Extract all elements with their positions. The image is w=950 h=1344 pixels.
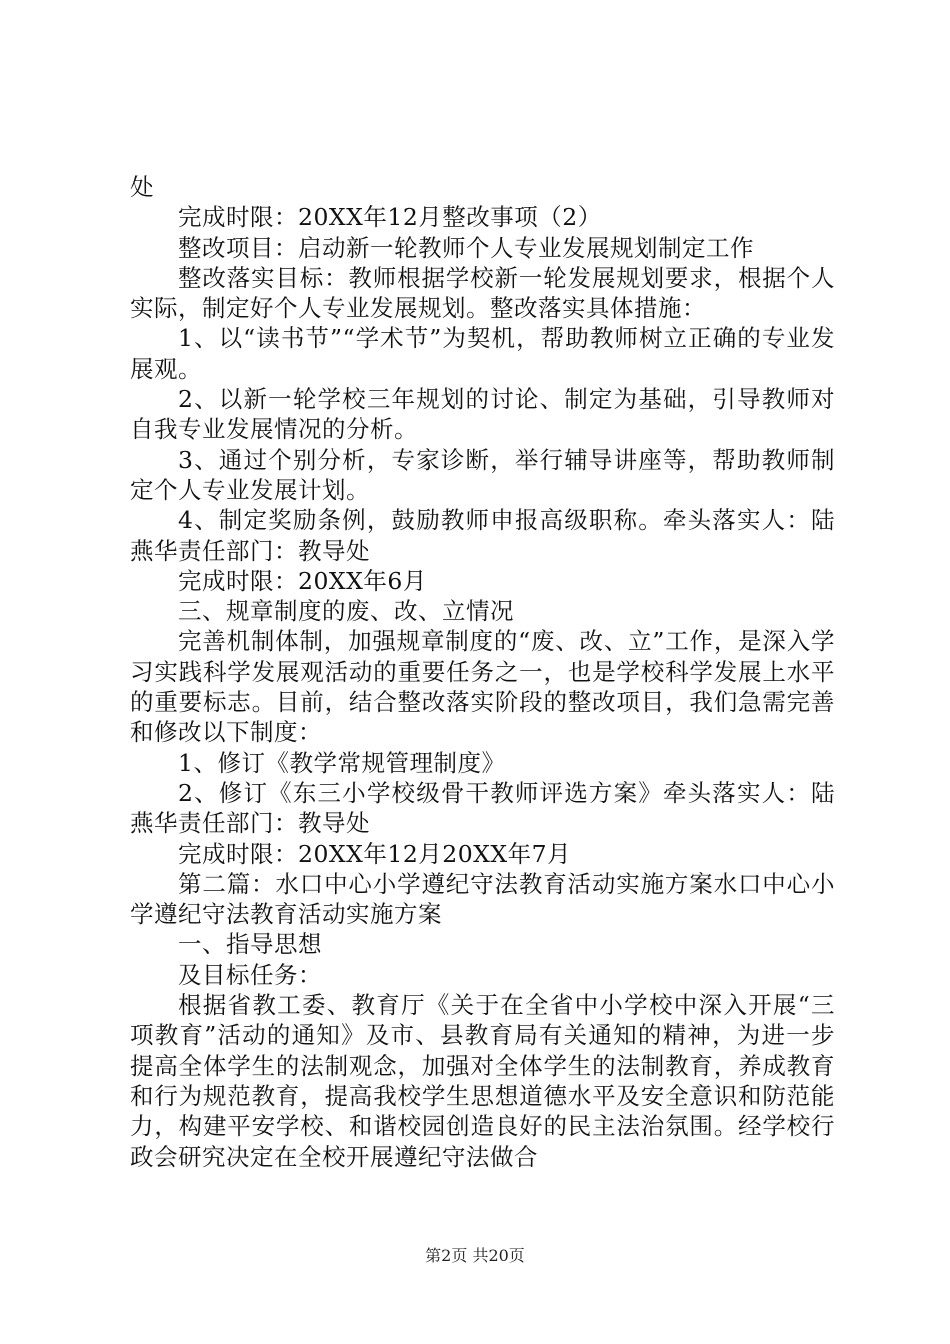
- paragraph: 完成时限：20XX年12月20XX年7月: [178, 839, 572, 868]
- paragraph: 处: [130, 173, 154, 201]
- paragraph: 3、通过个别分析，专家诊断，举行辅导讲座等，帮助教师制定个人专业发展计划。: [130, 445, 835, 504]
- page-number-footer: 第2页 共20页: [425, 1246, 525, 1265]
- paragraph: 及目标任务：: [178, 960, 322, 989]
- paragraph: 完善机制体制，加强规章制度的“废、改、立”工作，是深入学习实践科学发展观活动的重要任务之一，也是学校科学发展上水平的重要标志。目前，结合整改落实阶段的整改项目，我们急需完善和修改以下制度：: [130, 627, 835, 747]
- section-heading: 三、规章制度的废、改、立情况: [178, 597, 514, 626]
- paragraph: 2、以新一轮学校三年规划的讨论、制定为基础，引导教师对自我专业发展情况的分析。: [130, 385, 835, 444]
- section-heading: 一、指导思想: [178, 930, 322, 959]
- paragraph: 1、修订《教学常规管理制度》: [178, 748, 506, 777]
- paragraph: 整改项目：启动新一轮教师个人专业发展规划制定工作: [178, 233, 754, 262]
- paragraph: 整改落实目标：教师根据学校新一轮发展规划要求，根据个人实际，制定好个人专业发展规划。整改落实具体措施：: [130, 263, 835, 323]
- paragraph: 2、修订《东三小学校级骨干教师评选方案》牵头落实人：陆燕华责任部门：教导处: [130, 778, 835, 838]
- paragraph: 4、制定奖励条例，鼓励教师申报高级职称。牵头落实人：陆燕华责任部门：教导处: [130, 506, 835, 565]
- document-body: [130, 172, 835, 1172]
- paragraph: 根据省教工委、教育厅《关于在全省中小学校中深入开展“三项教育”活动的通知》及市、县教育局有关通知的精神，为进一步提高全体学生的法制观念，加强对全体学生的法制教育，养成教育和行为规范教育，提高我校学生思想道德水平及安全意识和防范能力，构建平安学校、和谐校园创造良好的民主法治氛围。经学校行政会研究决定在全校开展遵纪守法做合: [130, 991, 835, 1171]
- paragraph: 完成时限：20XX年6月: [178, 566, 427, 595]
- paragraph: 完成时限：20XX年12月整改事项（2）: [178, 203, 602, 232]
- paragraph: 1、以“读书节”“学术节”为契机，帮助教师树立正确的专业发展观。: [130, 324, 835, 383]
- chapter-heading: 第二篇：水口中心小学遵纪守法教育活动实施方案水口中心小学遵纪守法教育活动实施方案: [130, 869, 835, 929]
